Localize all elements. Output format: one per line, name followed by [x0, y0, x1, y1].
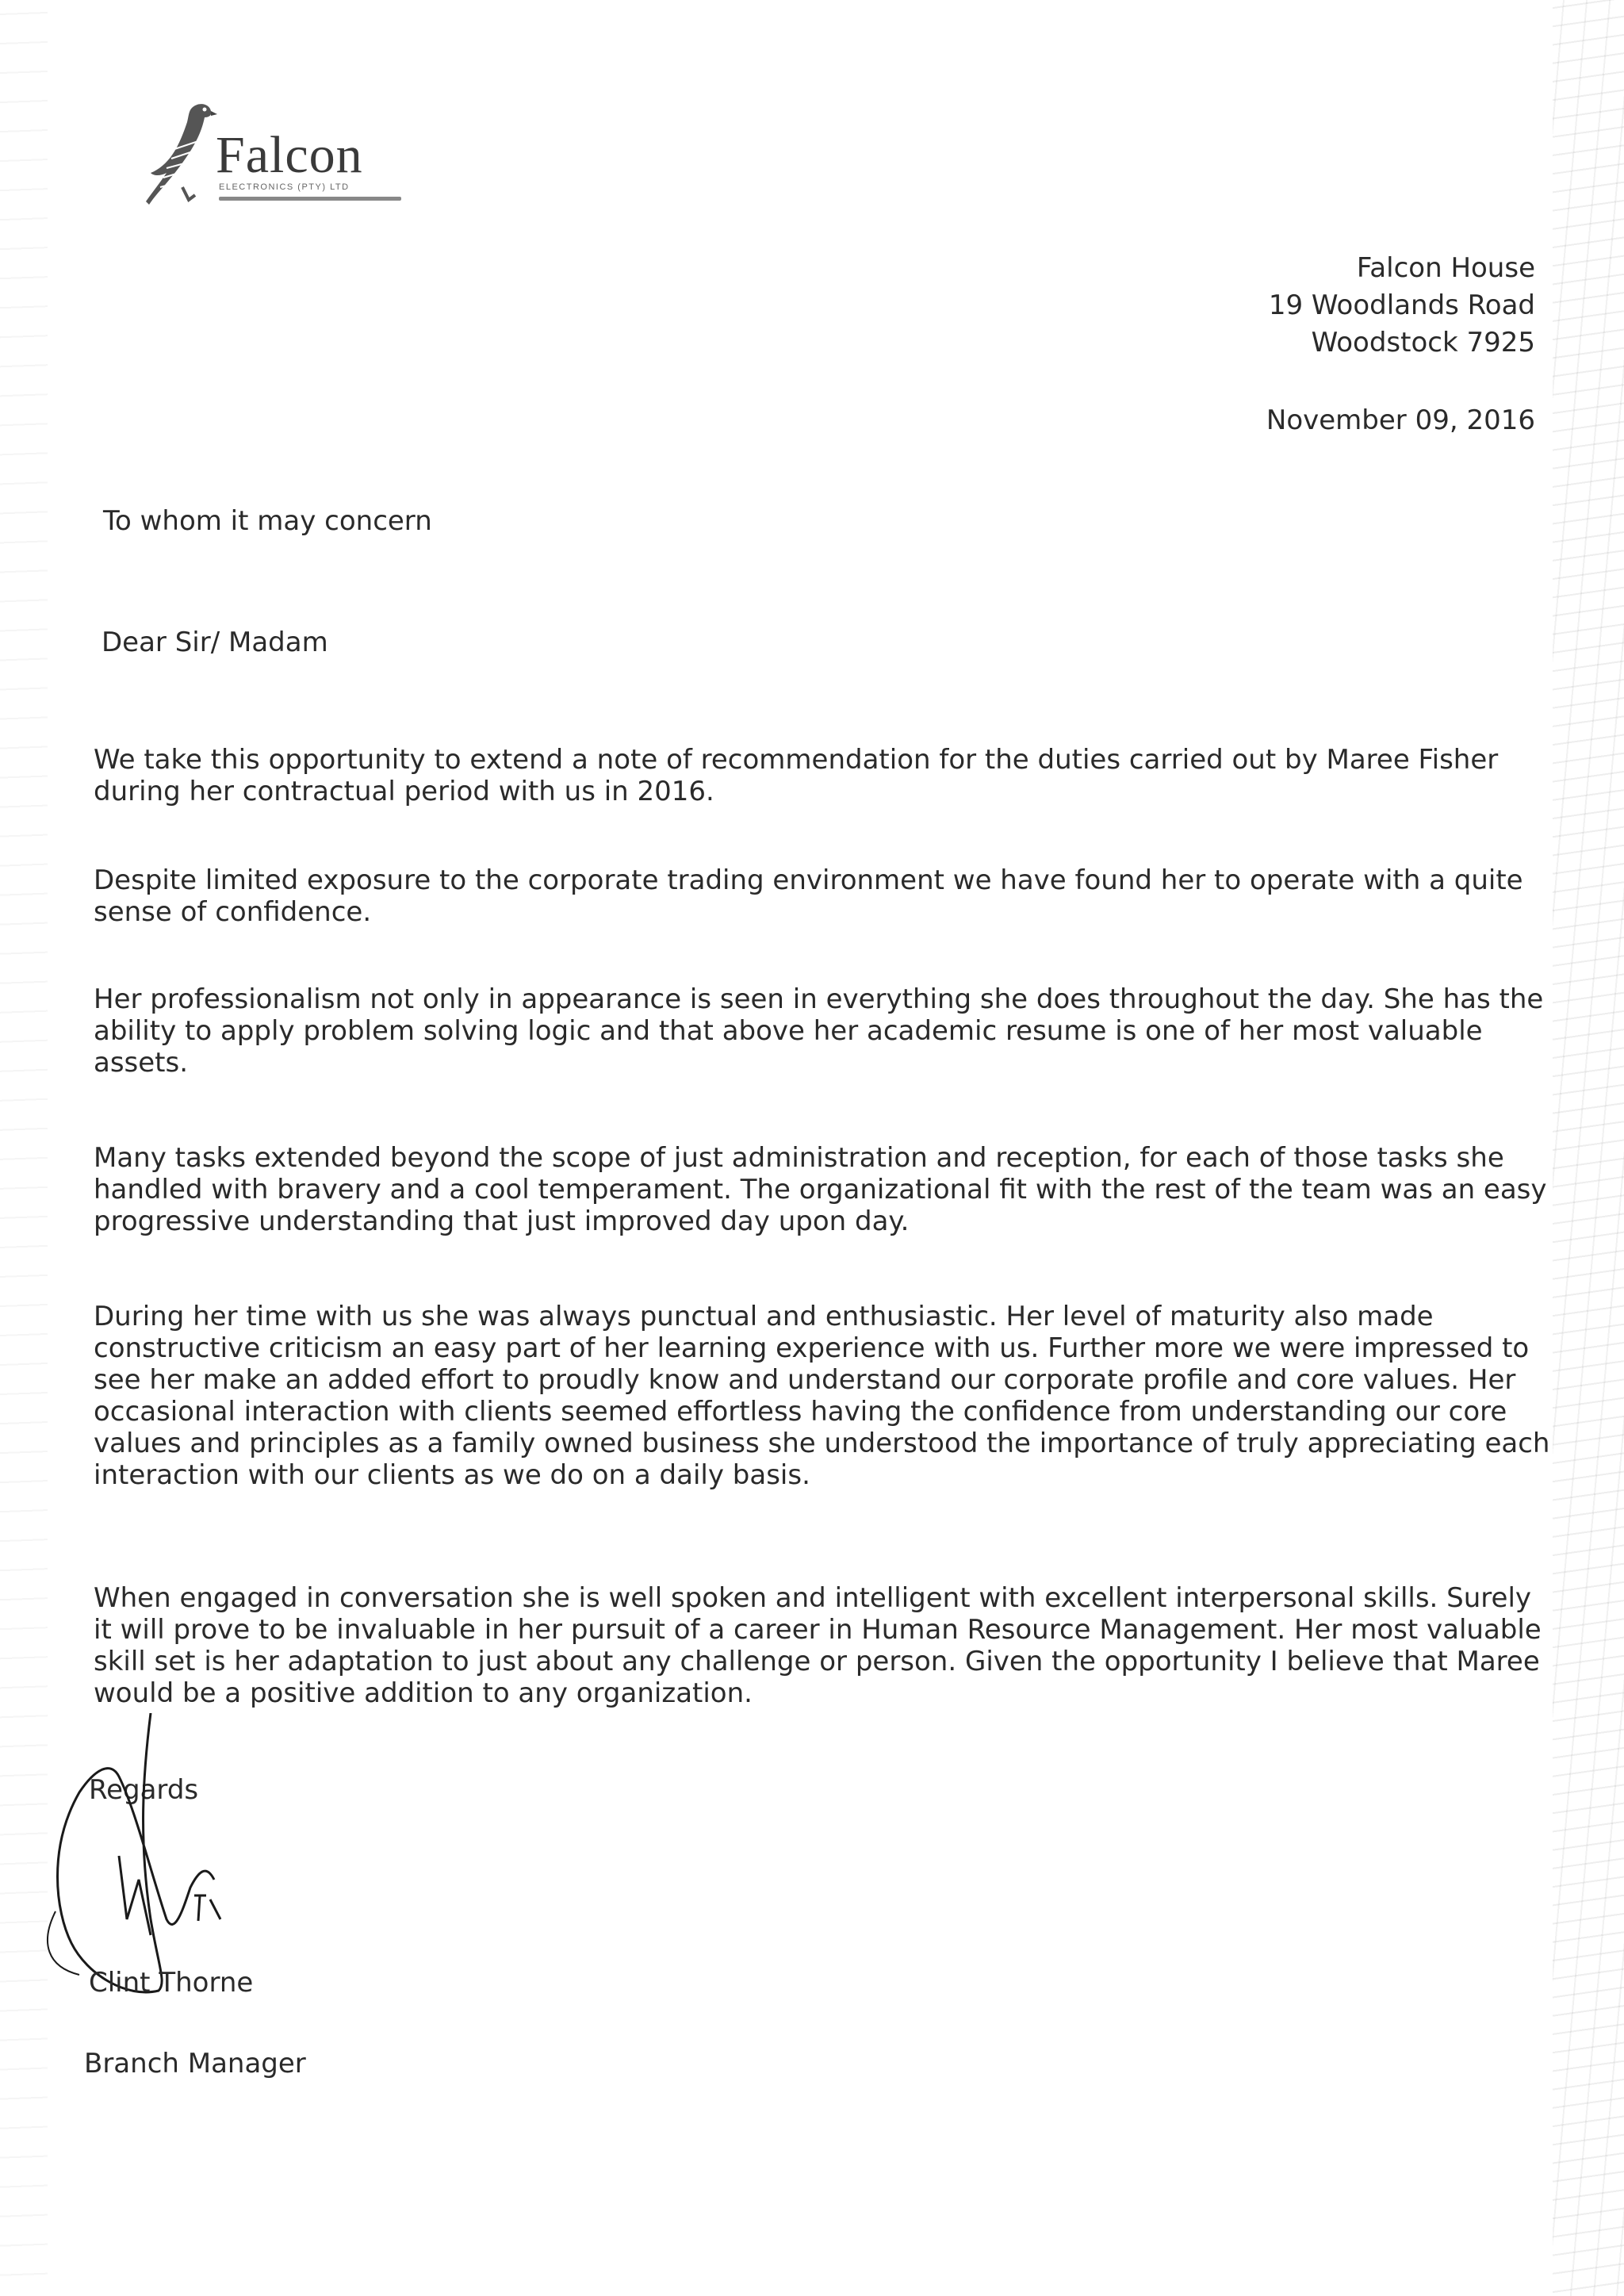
- paragraph-line: interaction with our clients as we do on a daily basis.: [94, 1459, 810, 1491]
- closing-regards: Regards: [89, 1774, 199, 1806]
- address-line-1: Falcon House: [1356, 252, 1535, 284]
- company-subline: ELECTRONICS (PTY) LTD: [219, 182, 350, 192]
- paragraph-line: skill set is her adaptation to just about any challenge or person. Given the opportunity I believe that Maree: [94, 1646, 1540, 1677]
- address-line-2: 19 Woodlands Road: [1268, 289, 1535, 321]
- paragraph-line: progressive understanding that just improved day upon day.: [94, 1205, 910, 1237]
- paragraph-line: Many tasks extended beyond the scope of just administration and reception, for each of those tasks she: [94, 1142, 1504, 1174]
- signer-title: Branch Manager: [84, 2048, 306, 2079]
- company-name: Falcon: [216, 126, 363, 184]
- scan-noise-right: [1553, 0, 1624, 2296]
- letter-date: November 09, 2016: [1266, 404, 1535, 436]
- paragraph-3: [94, 983, 1543, 1079]
- paragraph-line: When engaged in conversation she is well spoken and intelligent with excellent interpersonal skills. Surely: [94, 1582, 1532, 1614]
- paragraph-line: During her time with us she was always punctual and enthusiastic. Her level of maturity also made: [94, 1301, 1434, 1332]
- paragraph-line: Her professionalism not only in appearance is seen in everything she does throughout the day. She has the: [94, 983, 1544, 1015]
- paragraph-2: [94, 864, 1523, 928]
- paragraph-line: it will prove to be invaluable in her pursuit of a career in Human Resource Management. Her most valuable: [94, 1614, 1542, 1646]
- paragraph-6: [94, 1582, 1542, 1709]
- paragraph-line: occasional interaction with clients seemed effortless having the confidence from understanding our core: [94, 1396, 1507, 1428]
- salutation-line: Dear Sir/ Madam: [102, 627, 328, 658]
- paragraph-line: ability to apply problem solving logic and that above her academic resume is one of her most valuable: [94, 1015, 1483, 1047]
- sender-address: [1269, 252, 1535, 364]
- company-logo: [143, 94, 404, 220]
- paragraph-line: values and principles as a family owned business she understood the importance of truly appreciating each: [94, 1428, 1550, 1459]
- paragraph-line: We take this opportunity to extend a note of recommendation for the duties carried out by Maree Fisher: [94, 744, 1499, 776]
- paragraph-line: during her contractual period with us in 2016.: [94, 776, 714, 807]
- paragraph-line: handled with bravery and a cool temperament. The organizational fit with the rest of the team was an easy: [94, 1174, 1547, 1205]
- paragraph-1: [94, 744, 1498, 807]
- addressee-line: To whom it may concern: [103, 505, 432, 537]
- paragraph-line: Despite limited exposure to the corporate trading environment we have found her to operate with a quite: [94, 864, 1523, 896]
- paragraph-line: assets.: [94, 1047, 189, 1079]
- logo-underline: [219, 197, 401, 201]
- paragraph-5: [94, 1301, 1549, 1491]
- signer-name: Clint Thorne: [89, 1967, 254, 1999]
- paragraph-line: sense of confidence.: [94, 896, 372, 928]
- paragraph-line: constructive criticism an easy part of her learning experience with us. Further more we were impressed to: [94, 1332, 1530, 1364]
- paragraph-line: would be a positive addition to any organization.: [94, 1677, 753, 1709]
- falcon-bird-icon: [143, 94, 222, 213]
- paragraph-4: [94, 1142, 1547, 1237]
- paragraph-line: see her make an added effort to proudly know and understand our corporate profile and core values. Her: [94, 1364, 1516, 1396]
- address-line-3: Woodstock 7925: [1311, 327, 1535, 358]
